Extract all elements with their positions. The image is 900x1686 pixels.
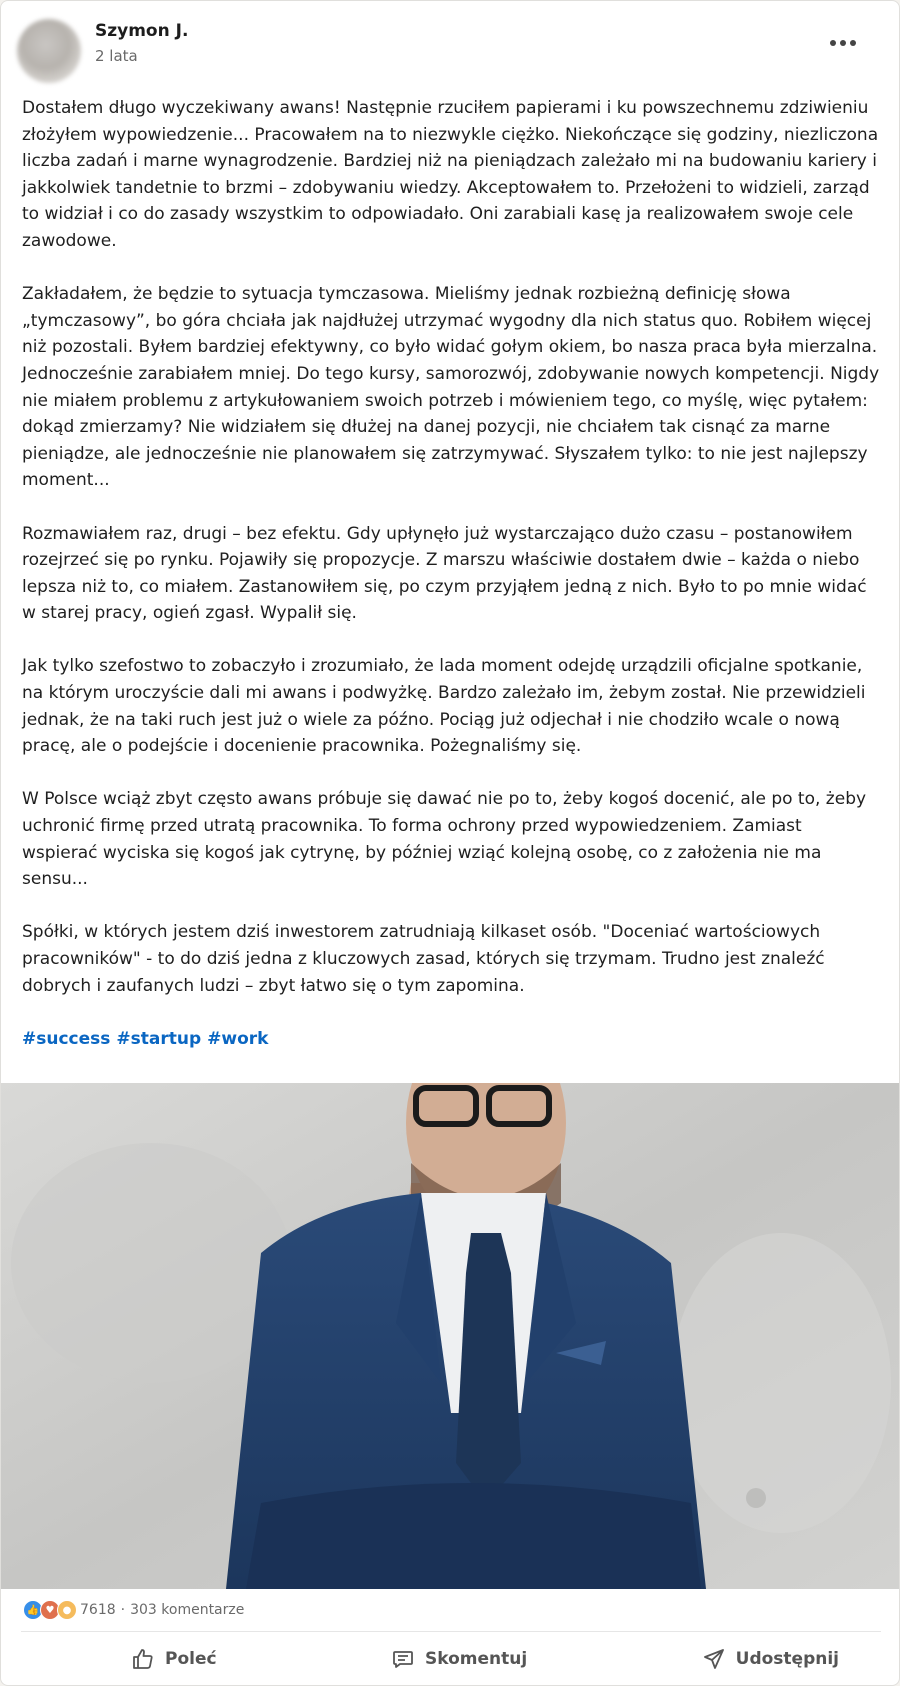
share-button[interactable]: [702, 1647, 839, 1671]
more-options-button[interactable]: [821, 29, 865, 57]
post-paragraph: Dostałem długo wyczekiwany awans! Następnie rzuciłem papierami i ku powszechnemu zdziwieniu złożyłem wypowiedzenie... Pracowałem na to niezwykle ciężko. Niekończące się godziny, niezliczona liczba zadań i marne wynagrodzenie. Bardziej niż na pieniądzach zależało mi na budowaniu kariery i jakkolwiek tandetnie to brzmi – zdobywaniu wiedzy. Akceptowałem to. Przełożeni to widzieli, zarząd to widział i co do zasady wszystkim to odpowiadało. Oni zarabiali kasę ja realizowałem swoje cele zawodowe.: [22, 98, 879, 251]
share-button-label: Udostępnij: [735, 1649, 839, 1669]
like-button-label: Poleć: [165, 1649, 217, 1669]
love-reaction-icon: ♥: [40, 1600, 60, 1620]
post-paragraph: W Polsce wciąż zbyt często awans próbuje się dawać nie po to, żeby kogoś docenić, ale po to, żeby uchronić firmę przed utratą pracownika. To forma ochrony przed wypowiedzeniem. Zamiast wspierać wyciska się kogoś jak cytrynę, by później wziąć kolejną osobę, co z założenia nie ma sensu...: [22, 789, 867, 890]
reaction-icons[interactable]: [23, 1600, 74, 1620]
avatar[interactable]: [17, 19, 81, 83]
hashtag-link[interactable]: #work: [207, 1028, 269, 1049]
comment-button[interactable]: [391, 1647, 527, 1671]
post-actions: [1, 1633, 899, 1685]
hashtag-link[interactable]: #success: [22, 1028, 111, 1049]
like-button[interactable]: [131, 1647, 217, 1671]
comment-button-label: Skomentuj: [425, 1649, 528, 1669]
post-header: [1, 1, 899, 91]
hashtags: [22, 1026, 882, 1053]
like-reaction-icon: 👍: [23, 1600, 43, 1620]
more-horizontal-icon: [830, 40, 836, 46]
post-stats: [23, 1597, 244, 1623]
comments-count[interactable]: 303 komentarze: [130, 1602, 245, 1618]
post-body: [22, 95, 882, 1106]
post-time: 2 lata: [95, 47, 138, 65]
more-horizontal-icon: [850, 40, 856, 46]
post-paragraph: Jak tylko szefostwo to zobaczyło i zrozumiało, że lada moment odejdę urządzili oficjalne spotkanie, na którym uroczyście dali mi awans i podwyżkę. Bardzo zależało im, żebym został. Nie przewidzieli jednak, że na taki ruch jest już o wiele za późno. Pociąg już odjechał i nie chodziło wcale o nową pracę, ale o podejście i docenienie pracownika. Pożegnaliśmy się.: [22, 656, 866, 757]
comment-icon: [391, 1647, 415, 1671]
post-photo[interactable]: [1, 1083, 899, 1589]
insightful-reaction-icon: ●: [57, 1600, 77, 1620]
divider: [21, 1631, 881, 1632]
author-name[interactable]: Szymon J.: [95, 21, 189, 41]
post-paragraph: Zakładałem, że będzie to sytuacja tymczasowa. Mieliśmy jednak rozbieżną definicję słowa „tymczasowy”, bo góra chciała jak najdłużej utrzymać wygodny dla nich status quo. Robiłem więcej niż pozostali. Byłem bardziej efektywny, co było widać gołym okiem, bo nasza praca była mierzalna. Jednocześnie zarabiałem mniej. Do tego kursy, samorozwój, zdobywanie nowych kompetencji. Nigdy nie miałem problemu z artykułowaniem swoich potrzeb i mówieniem tego, co myślę, więc pytałem: dokąd zmierzamy? Nie widziałem się dłużej na danej pozycji, nie chciałem tak cisnąć za marne pieniądze, ale jednocześnie nie planowałem się zatrzymywać. Słyszałem tylko: to nie jest najlepszy moment...: [22, 284, 880, 491]
thumbs-up-icon: [131, 1647, 155, 1671]
hashtag-link[interactable]: #startup: [116, 1028, 202, 1049]
reactions-count[interactable]: 7618: [80, 1602, 116, 1618]
man-in-suit-photo: [1, 1083, 899, 1589]
more-horizontal-icon: [840, 40, 846, 46]
post-paragraph: Rozmawiałem raz, drugi – bez efektu. Gdy upłynęło już wystarczająco dużo czasu – postanowiłem rozejrzeć się po rynku. Pojawiły się propozycje. Z marszu właściwie dostałem dwie – każda o niebo lepsza niż to, co miałem. Zastanowiłem się, po czym przyjąłem jedną z nich. Było to po mnie widać w starej pracy, ogień zgasł. Wypalił się.: [22, 523, 867, 624]
post-paragraph: Spółki, w których jestem dziś inwestorem zatrudniają kilkaset osób. "Doceniać wartościowych pracowników" - to do dziś jedna z kluczowych zasad, których się trzymam. Trudno jest znaleźć dobrych i zaufanych ludzi – zbyt łatwo się o tym zapomina.: [22, 922, 825, 996]
send-icon: [702, 1647, 726, 1671]
stats-separator: ·: [120, 1602, 126, 1618]
